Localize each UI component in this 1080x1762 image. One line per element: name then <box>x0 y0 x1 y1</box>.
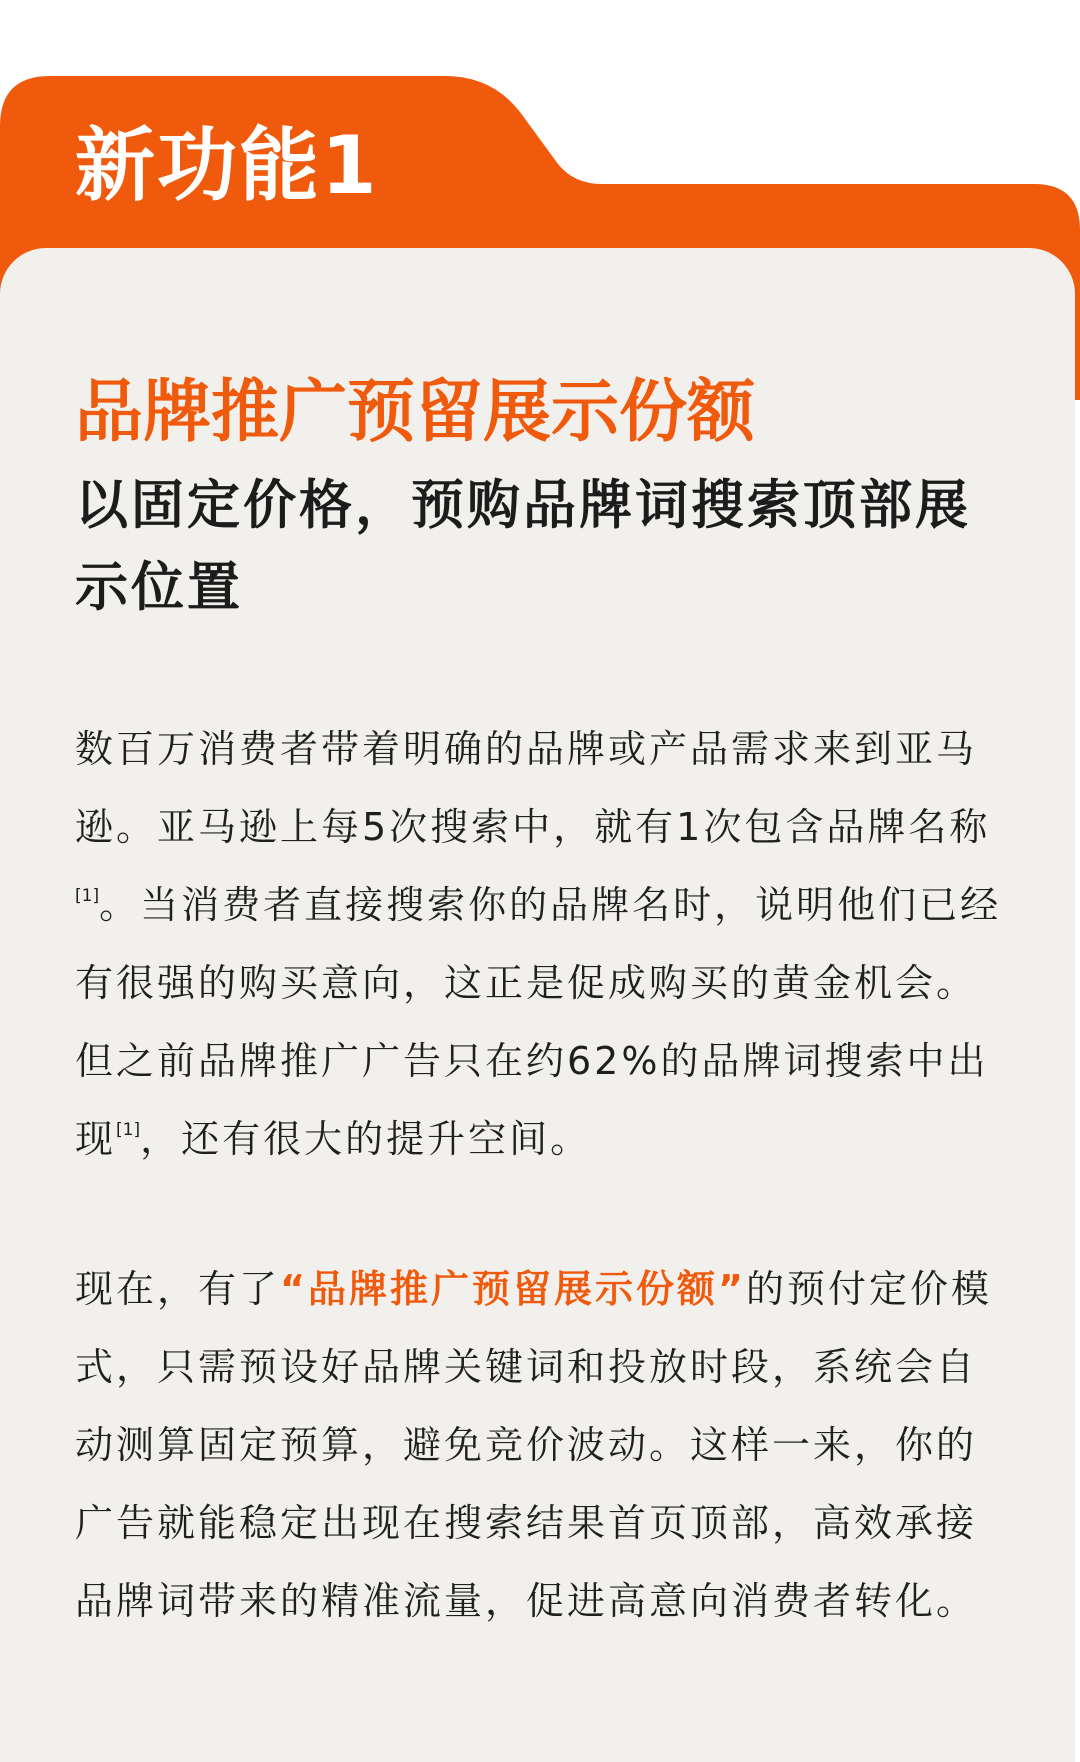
feature-title: 品牌推广预留展示份额 <box>75 373 756 452</box>
footnote-ref: [1] <box>75 886 100 906</box>
footnote-ref: [1] <box>116 1120 141 1140</box>
intro-text-1: 数百万消费者带着明确的品牌或产品需求来到亚马逊。亚马逊上每5次搜索中，就有1次包含品牌名称 <box>75 727 991 849</box>
feature-highlight: “品牌推广预留展示份额” <box>280 1267 746 1311</box>
intro-text-3: ，还有很大的提升空间。 <box>140 1117 592 1161</box>
feature-subtitle: 以固定价格，预购品牌词搜索顶部展示位置 <box>75 475 971 618</box>
feature-paragraph <box>75 1250 1010 1640</box>
intro-text-2: 。当消费者直接搜索你的品牌名时，说明他们已经有很强的购买意向，这正是促成购买的黄金机会。但之前品牌推广广告只在约62%的品牌词搜索中出现 <box>75 883 1002 1161</box>
feature-text-2: 的预付定价模式，只需预设好品牌关键词和投放时段，系统会自动测算固定预算，避免竞价波动。这样一来，你的广告就能稳定出现在搜索结果首页顶部，高效承接品牌词带来的精准流量，促进高意向消费者转化。 <box>75 1267 992 1623</box>
intro-paragraph <box>75 710 1010 1178</box>
feature-text-1: 现在，有了 <box>75 1267 281 1311</box>
section-tab-title: 新功能1 <box>75 119 379 212</box>
